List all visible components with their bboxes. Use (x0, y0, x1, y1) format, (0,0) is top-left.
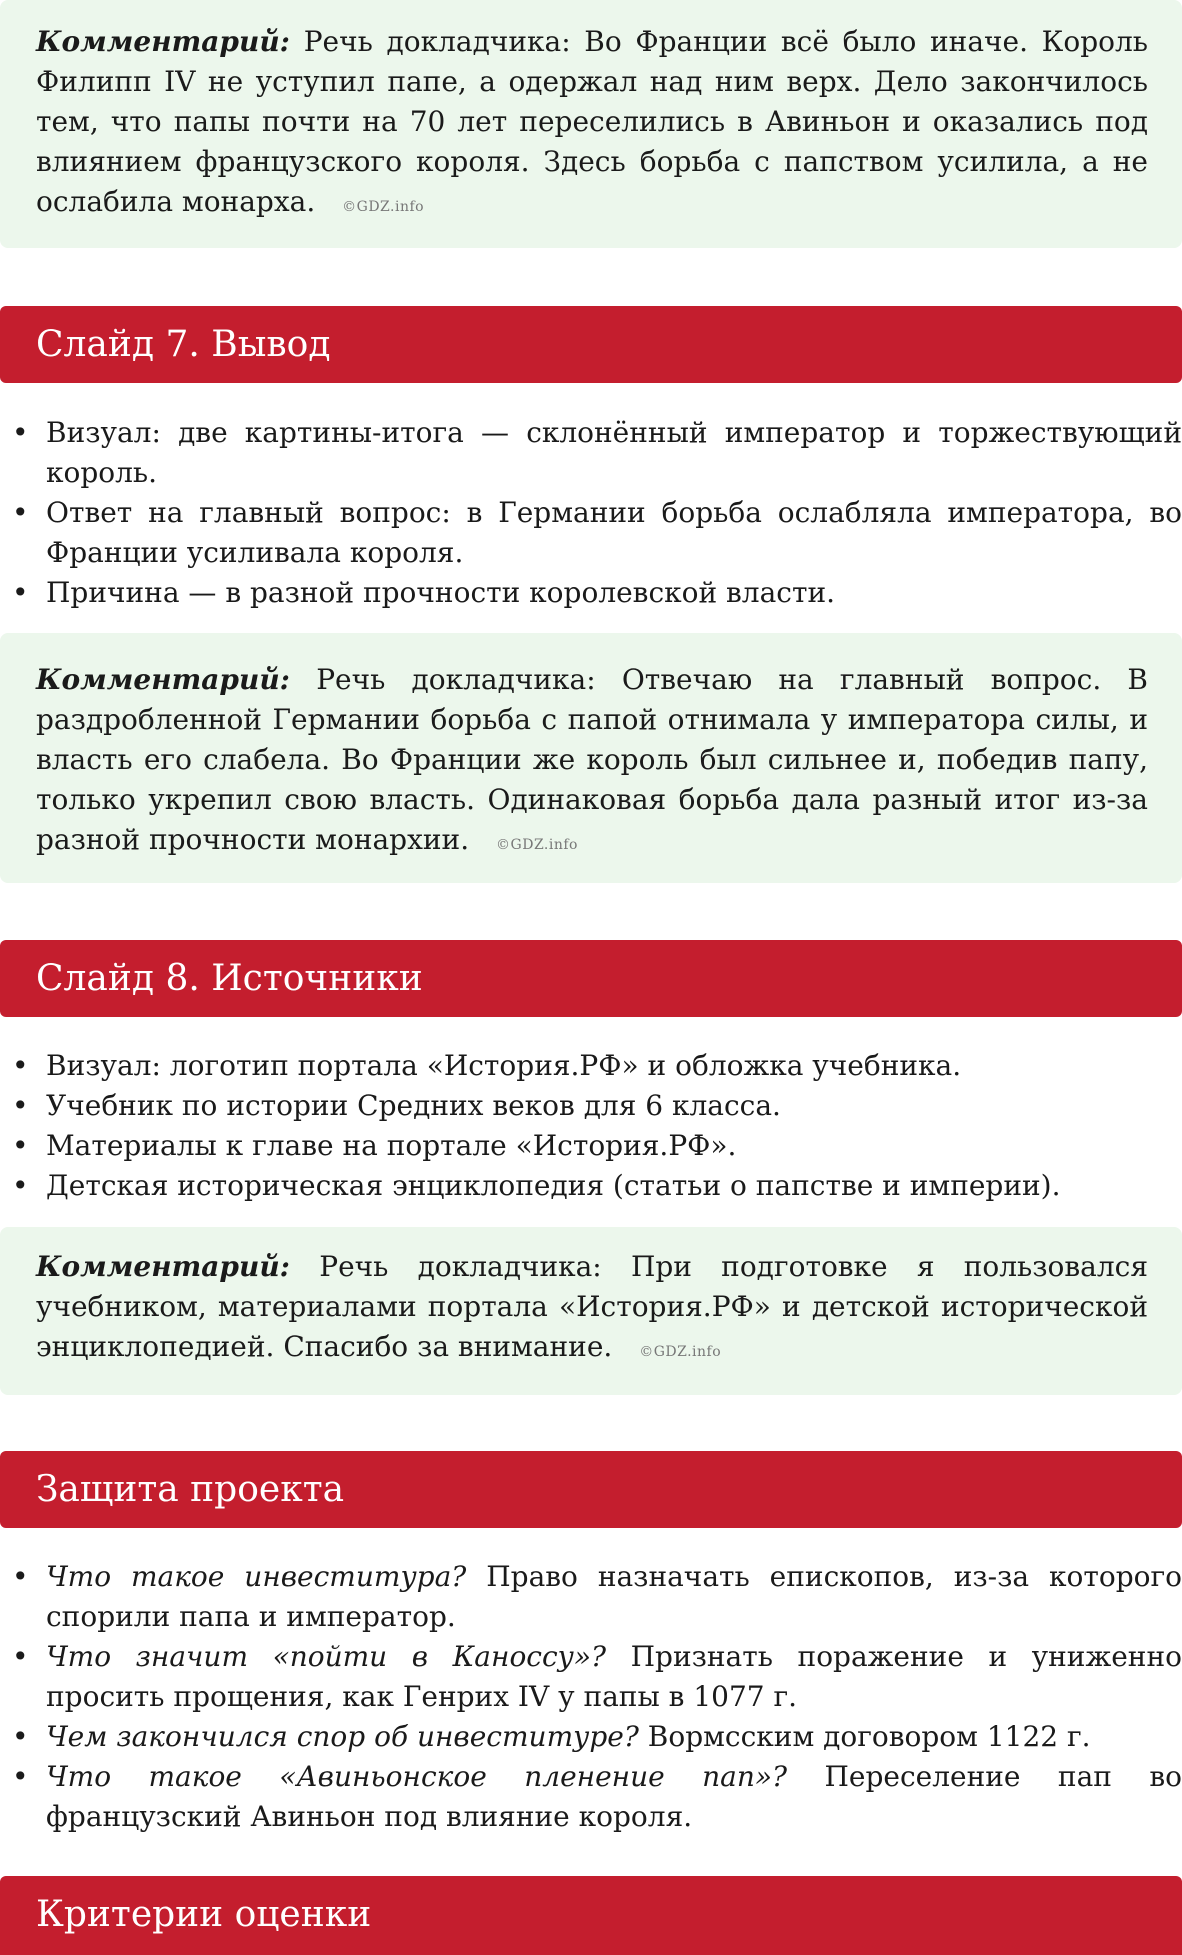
answer-text: Переселение пап во французский Авиньон под влияние короля. (46, 1760, 1182, 1833)
watermark: ©GDZ.info (342, 199, 425, 215)
section-title: Слайд 8. Источники (36, 958, 423, 999)
section-header-slide-8 (0, 940, 1182, 1017)
comment-label: Комментарий: (36, 1250, 291, 1283)
bullet-list-slide-8 (0, 1046, 1182, 1206)
question-item (46, 1757, 1182, 1837)
comment-box (0, 1227, 1182, 1395)
section-header-defense (0, 1451, 1182, 1528)
question-item (46, 1637, 1182, 1717)
answer-text: Право назначать епископов, из-за которого спорили папа и император. (46, 1560, 1182, 1633)
section-header-slide-7 (0, 306, 1182, 383)
section-title: Критерии оценки (36, 1894, 372, 1935)
question-text: Что такое «Авиньонское пленение пап»? (46, 1760, 788, 1793)
list-item: • Детская историческая энциклопедия (статьи о папстве и империи). (46, 1166, 1182, 1206)
watermark: ©GDZ.info (639, 1344, 722, 1360)
comment-label: Комментарий: (36, 663, 291, 696)
section-title: Защита проекта (36, 1469, 345, 1510)
section-header-criteria (0, 1876, 1182, 1955)
list-item: • Ответ на главный вопрос: в Германии борьба ослабляла императора, во Франции усиливала короля. (46, 493, 1182, 573)
question-text: Чем закончился спор об инвеституре? (46, 1720, 639, 1753)
watermark: ©GDZ.info (496, 837, 578, 853)
question-text: Что такое инвеститура? (46, 1560, 467, 1593)
question-item (46, 1557, 1182, 1637)
list-item: • Учебник по истории Средних веков для 6 класса. (46, 1086, 1182, 1126)
question-text: Что значит «пойти в Каноссу»? (46, 1640, 607, 1673)
bullet-list-slide-7 (0, 413, 1182, 613)
list-item: • Визуал: две картины-итога — склонённый император и торжествующий король. (46, 413, 1182, 493)
comment-label: Комментарий: (36, 25, 291, 58)
list-item: • Материалы к главе на портале «История.РФ». (46, 1126, 1182, 1166)
list-item: • Причина — в разной прочности королевской власти. (46, 573, 1182, 613)
answer-text: Признать поражение и униженно просить прощения, как Генрих IV у папы в 1077 г. (46, 1640, 1182, 1713)
comment-text: Речь докладчика: Отвечаю на главный вопрос. В раздробленной Германии борьба с папой отнимала у императора силы, и власть его слабела. Во Франции же король был сильнее и, победив папу, только укрепил свою власть. Одинаковая борьба дала разный итог из-за разной прочности монархии. (36, 663, 1149, 856)
section-title: Слайд 7. Вывод (36, 324, 331, 365)
comment-box (0, 0, 1182, 248)
comment-text: Речь докладчика: Во Франции всё было иначе. Король Филипп IV не уступил папе, а одержал над ним верх. Дело закончилось тем, что папы почти на 70 лет переселились в Авиньон и оказались под влиянием французского короля. Здесь борьба с папством усилила, а не ослабила монарха. (36, 25, 1149, 218)
list-item: • Визуал: логотип портала «История.РФ» и обложка учебника. (46, 1046, 1182, 1086)
answer-text: Вормсским договором 1122 г. (647, 1720, 1091, 1753)
comment-text: Речь докладчика: При подготовке я пользовался учебником, материалами портала «История.РФ» и детской исторической энциклопедией. Спасибо за внимание. (36, 1250, 1148, 1363)
question-list (0, 1557, 1182, 1837)
comment-box (0, 633, 1182, 883)
question-item (46, 1717, 1182, 1757)
